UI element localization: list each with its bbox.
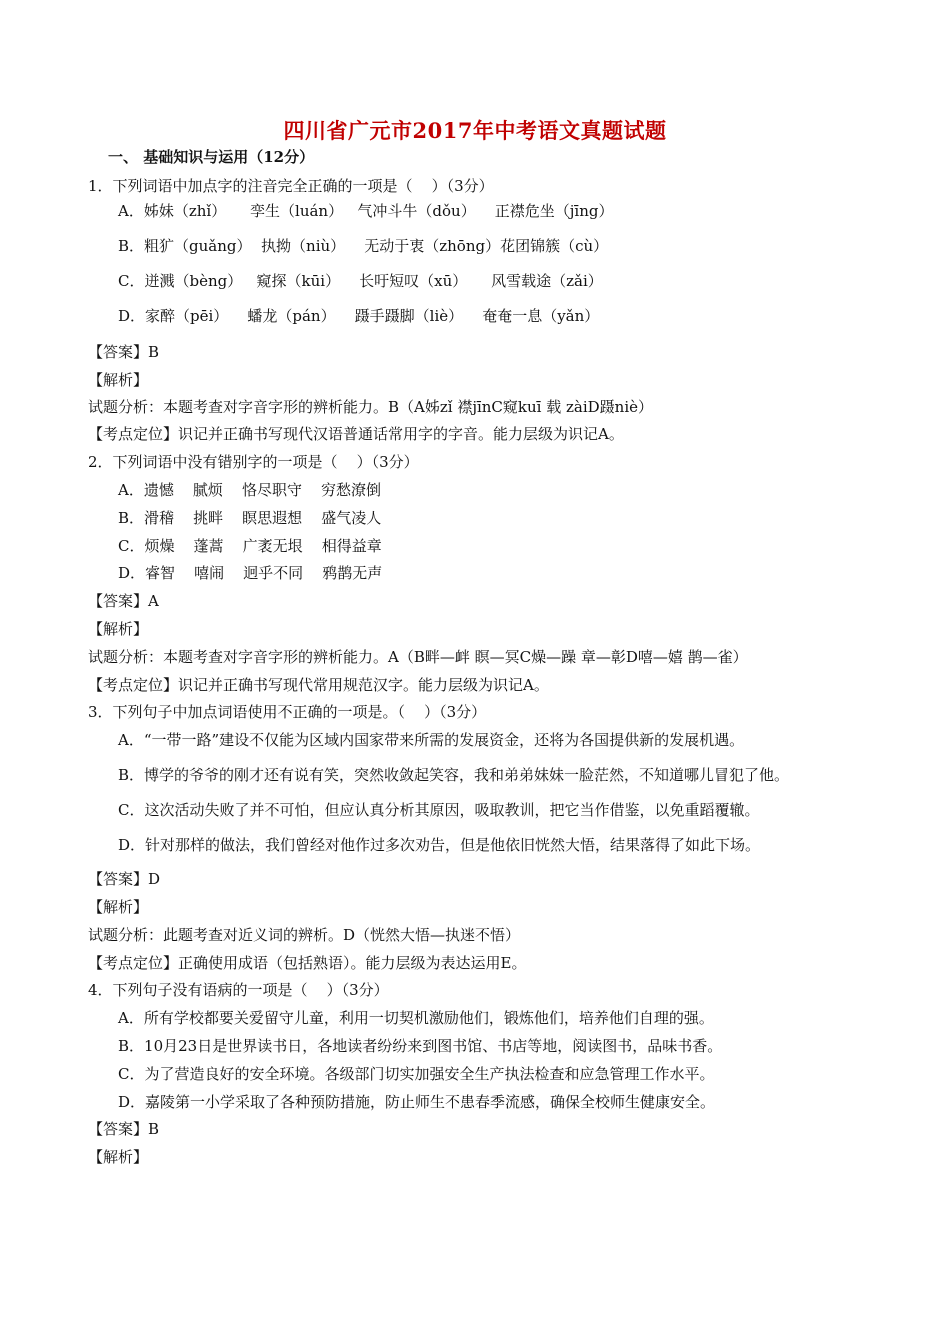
q1-analysis: 试题分析：本题考查对字音字形的辨析能力。B（A姊zǐ 襟jīnC窥kuī 载 zàiD蹑niè） [88,398,654,416]
q1-stem: 1．下列词语中加点字的注音完全正确的一项是（ ）（3分） [88,177,494,195]
q1-option-a: A．姊妹（zhǐ） 孪生（luán） 气冲斗牛（dǒu） 正襟危坐（jīng） [118,202,614,220]
q2-kaodian: 【考点定位】识记并正确书写现代常用规范汉字。能力层级为识记A。 [88,676,549,694]
q2-option-d: D．睿智 嘻闹 迥乎不同 鸦鹊无声 [118,564,383,582]
q4-option-c: C．为了营造良好的安全环境。各级部门切实加强安全生产执法检查和应急管理工作水平。 [118,1065,715,1083]
q3-analysis: 试题分析：此题考查对近义词的辨析。D（恍然大悟—执迷不悟） [88,926,521,944]
q4-option-a: A．所有学校都要关爱留守儿童，利用一切契机激励他们，锻炼他们，培养他们自理的强。 [118,1009,714,1027]
q2-option-b: B．滑稽 挑畔 瞑思遐想 盛气凌人 [118,509,382,527]
q1-kaodian: 【考点定位】识记并正确书写现代汉语普通话常用字的字音。能力层级为识记A。 [88,425,624,443]
q1-option-c: C．迸溅（bèng） 窥探（kūi） 长吁短叹（xū） 风雪载途（zǎi） [118,272,603,290]
q3-option-c: C．这次活动失败了并不可怕，但应认真分析其原因，吸取教训，把它当作借鉴，以免重蹈覆辙。 [118,801,760,819]
q4-option-b: B．10月23日是世界读书日，各地读者纷纷来到图书馆、书店等地，阅读图书，品味书香。 [118,1037,723,1055]
q2-stem: 2．下列词语中没有错别字的一项是（ ）（3分） [88,453,419,471]
q3-stem: 3．下列句子中加点词语使用不正确的一项是。（ ）（3分） [88,703,487,721]
q4-stem: 4．下列句子没有语病的一项是（ ）（3分） [88,981,389,999]
q4-analysis-label: 【解析】 [88,1148,149,1166]
page-title: 四川省广元市2017年中考语文真题试题 [283,118,667,143]
q3-option-b: B．博学的爷爷的刚才还有说有笑，突然收敛起笑容，我和弟弟妹妹一脸茫然，不知道哪儿冒犯了他。 [118,766,790,784]
q4-answer: 【答案】B [88,1120,160,1138]
q2-option-a: A．遗憾 腻烦 恪尽职守 穷愁潦倒 [118,481,382,499]
q3-kaodian: 【考点定位】正确使用成语（包括熟语）。能力层级为表达运用E。 [88,954,527,972]
q1-option-b: B．粗犷（guǎng） 执拗（niù） 无动于衷（zhōng）花团锦簇（cù） [118,237,609,255]
q4-option-d: D．嘉陵第一小学采取了各种预防措施，防止师生不患春季流感，确保全校师生健康安全。 [118,1093,716,1111]
q1-answer: 【答案】B [88,343,160,361]
q3-option-d: D．针对那样的做法，我们曾经对他作过多次劝告，但是他依旧恍然大悟，结果落得了如此下场。 [118,836,761,854]
q2-option-c: C．烦燥 蓬蒿 广袤无垠 相得益章 [118,537,382,555]
q2-analysis-label: 【解析】 [88,620,149,638]
q2-analysis: 试题分析：本题考查对字音字形的辨析能力。A（B畔—衅 瞑—冥C燥—躁 章—彰D嘻—嬉 鹊—雀） [88,648,748,666]
q3-analysis-label: 【解析】 [88,898,149,916]
q3-answer: 【答案】D [88,870,161,888]
section-heading: 一、 基础知识与运用（12分） [108,148,315,166]
q2-answer: 【答案】A [88,592,159,610]
q1-analysis-label: 【解析】 [88,371,149,389]
q3-option-a: A．“一带一路”建设不仅能为区域内国家带来所需的发展资金，还将为各国提供新的发展机遇。 [118,731,745,749]
q1-option-d: D．家醉（pēi） 蟠龙（pán） 蹑手蹑脚（liè） 奄奄一息（yǎn） [118,307,600,325]
